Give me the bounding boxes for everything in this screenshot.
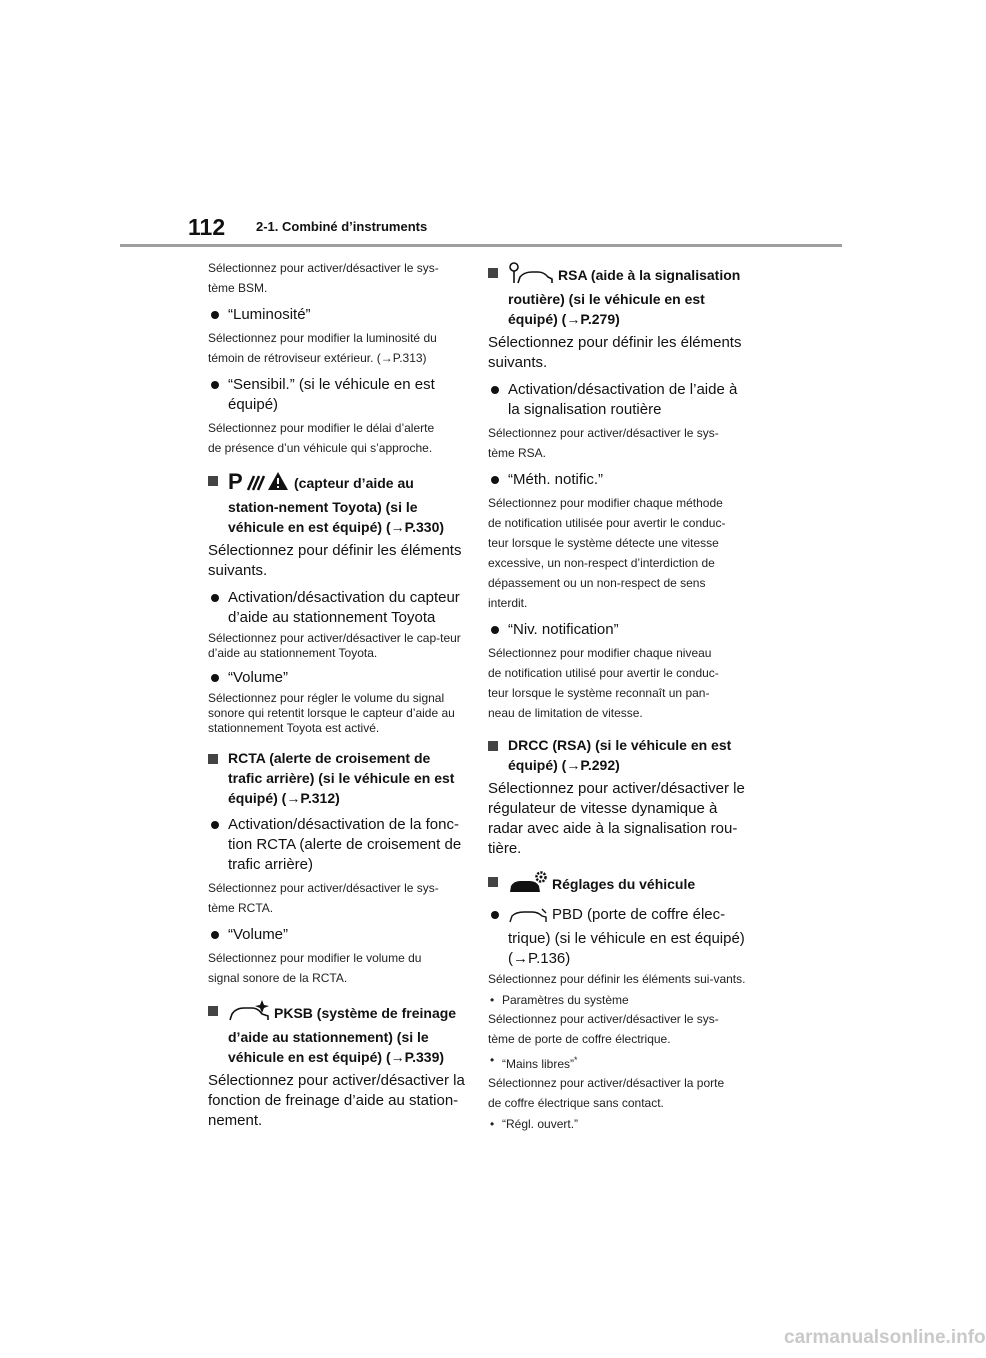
page-header (0, 0, 960, 250)
text-meth-3: teur lorsque le système détecte une vitesse (488, 536, 719, 550)
text-volume-capteur: Sélectionnez pour régler le volume du signal sonore qui retentit lorsque le capteur d’aide au stationnement Toyota est activé. (208, 691, 455, 735)
text-lum-1: Sélectionnez pour modifier la luminosité du (208, 331, 437, 345)
text-rcta-2: tème RCTA. (208, 901, 274, 915)
text-niv-1: Sélectionnez pour modifier chaque niveau (488, 646, 712, 660)
heading-drcc: DRCC (RSA) (si le véhicule en est équipé) (→P.292) (488, 735, 750, 775)
parking-sensor-icon (228, 470, 290, 497)
watermark: carmanualsonline.info (784, 1327, 986, 1348)
bullet-niv-notification: “Niv. notification” (488, 620, 750, 640)
section-title: 2-1. Combiné d’instruments (256, 219, 428, 234)
text-define-items: Sélectionnez pour définir les éléments suivants. (208, 542, 462, 579)
bullet-luminosite: “Luminosité” (208, 305, 468, 325)
text-rsa-1: Sélectionnez pour activer/désactiver le sys- (488, 426, 719, 440)
square-bullet (488, 877, 498, 887)
square-bullet (208, 1006, 218, 1016)
sub-regl-ouvert: • “Régl. ouvert.” (488, 1115, 750, 1133)
text-define-items-rsa: Sélectionnez pour définir les éléments suivants. (488, 334, 742, 371)
text-niv-3: teur lorsque le système reconnaît un pan- (488, 686, 710, 700)
text-vol-rcta-2: signal sonore de la RCTA. (208, 971, 348, 985)
square-bullet (208, 754, 218, 764)
text-lum-2: témoin de rétroviseur extérieur. (→P.313) (208, 351, 427, 365)
square-bullet (488, 268, 498, 278)
heading-rsa: RSA (aide à la signalisation routière) (si le véhicule en est équipé) (→P.279) (488, 262, 750, 329)
heading-vehicle-settings: Réglages du véhicule (488, 871, 750, 898)
bullet-volume-rcta: “Volume” (208, 925, 468, 945)
bullet-activation-rcta: Activation/désactivation de la fonc-tion RCTA (alerte de croisement de trafic arrière) (208, 815, 468, 875)
text-pksb: Sélectionnez pour activer/désactiver la fonction de freinage d’aide au station-nement. (208, 1072, 465, 1129)
text-drcc: Sélectionnez pour activer/désactiver le régulateur de vitesse dynamique à radar avec aide à la signalisation rou-tière. (488, 780, 745, 857)
text-rsa-2: tème RSA. (488, 446, 547, 460)
bullet-activation-capteur: Activation/désactivation du capteur d’aide au stationnement Toyota (208, 588, 468, 628)
text-mains-2: de coffre électrique sans contact. (488, 1096, 664, 1110)
heading-rcta: RCTA (alerte de croisement de trafic arrière) (si le véhicule en est équipé) (→P.312) (208, 748, 468, 808)
text-rcta-1: Sélectionnez pour activer/désactiver le sys- (208, 881, 439, 895)
text-pbd-items: Sélectionnez pour définir les éléments sui-vants. (488, 972, 746, 986)
text-meth-6: interdit. (488, 596, 528, 610)
power-back-door-icon (508, 907, 548, 929)
text-mains-1: Sélectionnez pour activer/désactiver la porte (488, 1076, 725, 1090)
text-meth-4: excessive, un non-respect d’interdiction de (488, 556, 715, 570)
text-sens-1: Sélectionnez pour modifier le délai d’alerte (208, 421, 435, 435)
bullet-activation-rsa: Activation/désactivation de l’aide à la signalisation routière (488, 380, 750, 420)
text-meth-5: dépassement ou un non-respect de sens (488, 576, 706, 590)
heading-pksb: PKSB (système de freinage d’aide au stationnement) (si le véhicule en est équipé) (→P.339) (208, 1000, 468, 1067)
text-niv-2: de notification utilisé pour avertir le conduc- (488, 666, 719, 680)
bullet-sensibil: “Sensibil.” (si le véhicule en est équipé) (208, 375, 468, 415)
bullet-pbd: PBD (porte de coffre élec-trique) (si le véhicule en est équipé) (→P.136) (488, 905, 750, 969)
bullet-volume-capteur: “Volume” (208, 668, 468, 688)
footnote-marker: * (574, 1055, 578, 1065)
pksb-car-icon (228, 1000, 270, 1027)
text-bsm-1: Sélectionnez pour activer/désactiver le sys- (208, 261, 439, 275)
text-meth-1: Sélectionnez pour modifier chaque méthode (488, 496, 723, 510)
text-vol-rcta-1: Sélectionnez pour modifier le volume du (208, 951, 422, 965)
text-sens-2: de présence d’un véhicule qui s’approche. (208, 441, 433, 455)
text-capteur: Sélectionnez pour activer/désactiver le cap-teur d’aide au stationnement Toyota. (208, 631, 461, 660)
vehicle-settings-gear-icon (508, 871, 548, 898)
rsa-sign-car-icon (508, 262, 554, 289)
square-bullet (208, 476, 218, 486)
sub-mains-libres: • “Mains libres”* (488, 1051, 750, 1073)
text-niv-4: neau de limitation de vitesse. (488, 706, 643, 720)
bullet-meth-notific: “Méth. notific.” (488, 470, 750, 490)
svg-text:P: P (228, 469, 243, 494)
text-param-2: tème de porte de coffre électrique. (488, 1032, 671, 1046)
right-column (488, 258, 750, 1133)
text-bsm-2: tème BSM. (208, 281, 268, 295)
text-param-1: Sélectionnez pour activer/désactiver le sys- (488, 1012, 719, 1026)
text-meth-2: de notification utilisée pour avertir le conduc- (488, 516, 726, 530)
page-number: 112 (188, 214, 226, 240)
heading-parking-sensor: P (capteur d’aide au station-nement Toyota) (si le véhicule en est équipé) (→P.330) (208, 470, 468, 537)
square-bullet (488, 741, 498, 751)
left-column (208, 258, 468, 1135)
sub-parametres: • Paramètres du système (488, 991, 750, 1009)
header-rule (120, 244, 842, 247)
